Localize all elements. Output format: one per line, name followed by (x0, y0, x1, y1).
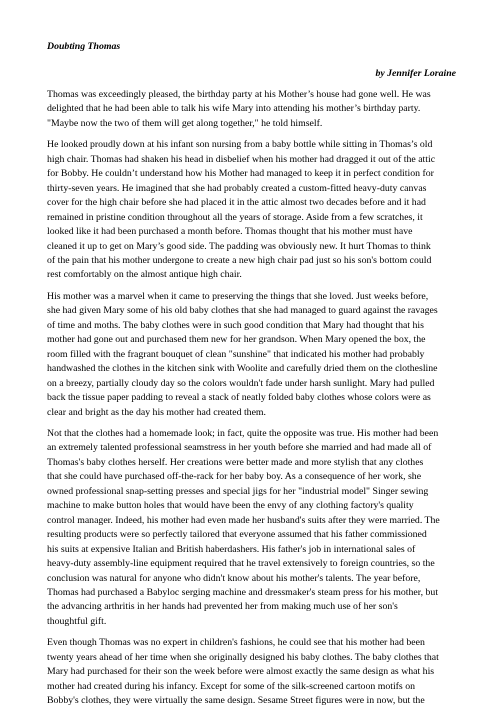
text-line: high chair. Thomas had shaken his head in disbelief when his mother had dragged it out of the attic (47, 153, 436, 165)
text-line: that she could have purchased off-the-rack for her baby boy. As a consequence of her work, she (47, 471, 422, 483)
text-line: control manager. Indeed, his mother had even made her husband's suits after they were married. The (47, 514, 440, 526)
text-line: resulting products were so perfectly tailored that everyone assumed that his father commissioned (47, 529, 427, 541)
paragraph (47, 138, 456, 283)
text-line: back the tissue paper padding to reveal a stack of neatly folded baby clothes whose colors were as (47, 392, 431, 404)
text-line: of the pain that his mother undergone to create a new high chair pad just so his son's bottom could (47, 254, 432, 266)
text-line: machine to make button holes that would have been the envy of any clothing factory's quality (47, 500, 414, 512)
text-line: conclusion was natural for anyone who didn't know about his mother's talents. The year before, (47, 572, 421, 584)
text-line: she had given Mary some of his old baby clothes that she had managed to guard against the ravages (47, 305, 438, 317)
body-text (47, 88, 456, 709)
text-line: heavy-duty assembly-line equipment required that he travel extensively to foreign countries, so the (47, 558, 435, 570)
author-byline: by Jennifer Loraine (375, 68, 456, 79)
text-line: Even though Thomas was no expert in children's fashions, he could see that his mother had been (47, 637, 425, 649)
paragraph (47, 290, 456, 420)
text-line: looked like it had been purchased a month before. Thomas thought that his mother must have (47, 226, 413, 238)
text-line: on a breezy, partially cloudy day so the colors wouldn't fade under harsh sunlight. Mary had pulled (47, 377, 435, 389)
text-line: cleaned it up to get on Mary’s good side. The padding was obviously new. It hurt Thomas to think (47, 240, 431, 252)
text-line: Thomas's baby clothes herself. Her creations were better made and more stylish that any clothes (47, 456, 424, 468)
text-line: Thomas had purchased a Babyloc serging machine and dressmaker's steam press for his mother, but (47, 586, 439, 598)
text-line: mother had created during his infancy. Except for some of the silk-screened cartoon motifs on (47, 680, 415, 692)
text-line: for Bobby. He couldn’t understand how his Mother had managed to keep it in perfect condition for (47, 168, 434, 180)
text-line: rest comfortably on the almost antique high chair. (47, 269, 242, 281)
text-line: handwashed the clothes in the kitchen sink with Woolite and carefully dried them on the clothesline (47, 363, 438, 375)
text-line: thirty-seven years. He imagined that she had probably created a custom-fitted heavy-duty canvas (47, 182, 427, 194)
text-line: cover for the high chair before she had placed it in the attic almost two decades before and it had (47, 197, 426, 209)
text-line: He looked proudly down at his infant son nursing from a baby bottle while sitting in Thomas’s old (47, 139, 433, 151)
text-line: mother had gone out and purchased them new for her grandson. When Mary opened the box, the (47, 334, 426, 346)
text-line: Bobby's clothes, they were virtually the same design. Sesame Street figures were in now, but the (47, 695, 425, 707)
text-line: of time and moths. The baby clothes were in such good condition that Mary had thought that his (47, 319, 424, 331)
text-line: thoughtful gift. (47, 615, 107, 627)
paragraph (47, 636, 456, 708)
text-line: remained in pristine condition throughout all the years of storage. Aside from a few scratches, it (47, 211, 423, 223)
text-line: room filled with the fragrant bouquet of clean "sunshine" that indicated his mother had probably (47, 348, 425, 360)
paragraph (47, 88, 456, 131)
text-line: delighted that he had been able to talk his wife Mary into attending his mother’s birthday party. (47, 103, 421, 115)
text-line: Not that the clothes had a homemade look; in fact, quite the opposite was true. His mother had been (47, 427, 439, 439)
text-line: His mother was a marvel when it came to preserving the things that she loved. Just weeks before, (47, 290, 429, 302)
text-line: clear and bright as the day his mother had created them. (47, 406, 266, 418)
text-line: Thomas was exceedingly pleased, the birthday party at his Mother’s house had gone well. He was (47, 89, 431, 100)
text-line: an extremely talented professional seamstress in her youth before she married and had made all of (47, 442, 432, 454)
document-title: Doubting Thomas (47, 41, 121, 52)
paragraph (47, 427, 456, 629)
text-line: twenty years ahead of her time when she originally designed his baby clothes. The baby clothes that (47, 651, 439, 663)
text-line: the advancing arthritis in her hands had prevented her from making much use of her son's (47, 601, 398, 613)
text-line: Mary had purchased for their son the week before were almost exactly the same design as what his (47, 666, 435, 678)
text-line: his suits at expensive Italian and British haberdashers. His father's job in international sales of (47, 543, 416, 555)
text-line: "Maybe now the two of them will get along together," he told himself. (47, 117, 323, 129)
text-line: owned professional snap-setting presses and special jigs for her "industrial model" Singer sewing (47, 485, 429, 497)
